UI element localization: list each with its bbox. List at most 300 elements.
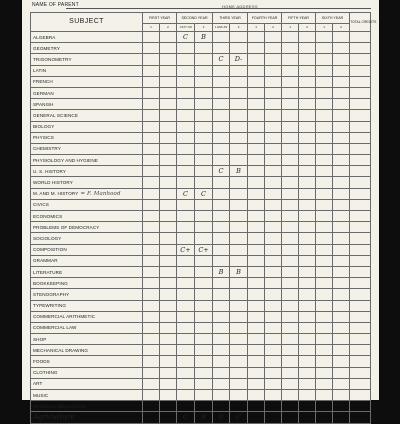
table-row <box>31 255 371 266</box>
grade-cell <box>160 87 177 98</box>
grade-cell <box>177 311 195 322</box>
grade-cell <box>143 334 160 345</box>
grade-cell <box>350 233 371 244</box>
grade-cell <box>248 233 265 244</box>
grade-cell <box>350 99 371 110</box>
grade-cell <box>282 300 299 311</box>
grade-cell <box>248 32 265 43</box>
grade-cell: C <box>195 188 213 199</box>
grade-cell <box>230 311 248 322</box>
grade-cell <box>299 65 316 76</box>
grade-cell <box>350 266 371 277</box>
subject-label: CIVICS <box>33 202 49 208</box>
grade-cell <box>350 110 371 121</box>
grade-cell <box>213 278 230 289</box>
grade-cell <box>282 110 299 121</box>
grade-cell <box>282 255 299 266</box>
grade-cell <box>177 166 195 177</box>
grade-cell <box>195 121 213 132</box>
subject-cell <box>31 222 143 233</box>
grade-cell <box>316 87 333 98</box>
grade-cell <box>160 378 177 389</box>
grade-cell <box>350 87 371 98</box>
grade-cell <box>316 177 333 188</box>
grade-cell <box>282 322 299 333</box>
grade-cell <box>350 378 371 389</box>
grade-cell <box>299 222 316 233</box>
grade-cell <box>160 222 177 233</box>
grade-cell <box>316 345 333 356</box>
grade-cell: C <box>177 32 195 43</box>
semester-2-header: 2 <box>160 24 177 32</box>
subject-cell <box>31 367 143 378</box>
grade-cell <box>143 211 160 222</box>
grade-cell <box>195 177 213 188</box>
subject-cell <box>31 87 143 98</box>
grade-cell <box>333 300 350 311</box>
subject-label: TRIGONOMETRY <box>33 56 72 62</box>
grade-cell <box>213 222 230 233</box>
grade-cell <box>177 155 195 166</box>
subject-label: CHEMISTRY <box>33 146 61 152</box>
grade-cell <box>195 401 213 412</box>
grade-cell <box>299 390 316 401</box>
subject-label: PHYSICAL EDUCATION <box>33 403 86 409</box>
grade-cell <box>143 121 160 132</box>
grade-cell <box>143 65 160 76</box>
grade-cell <box>213 76 230 87</box>
semester-1-header: 1 <box>143 24 160 32</box>
grade-cell: B <box>230 266 248 277</box>
grade-cell <box>213 289 230 300</box>
fifth-year-header: FIFTH YEAR <box>282 13 316 24</box>
grade-cell <box>299 43 316 54</box>
grade-cell: B <box>230 166 248 177</box>
grade-cell <box>299 177 316 188</box>
subject-cell <box>31 334 143 345</box>
grade-cell <box>213 99 230 110</box>
grade-cell <box>248 87 265 98</box>
subject-cell <box>31 345 143 356</box>
grade-cell <box>350 255 371 266</box>
grade-cell <box>350 76 371 87</box>
grade-cell <box>350 322 371 333</box>
subject-cell <box>31 412 143 423</box>
grade-cell <box>143 300 160 311</box>
grade-cell <box>230 132 248 143</box>
grade-cell <box>316 65 333 76</box>
grade-cell <box>248 390 265 401</box>
grade-cell <box>265 322 282 333</box>
grade-cell <box>299 110 316 121</box>
grade-cell <box>299 322 316 333</box>
grade-cell <box>316 334 333 345</box>
grade-cell <box>195 233 213 244</box>
grade-cell <box>143 199 160 210</box>
grade-cell <box>333 121 350 132</box>
grade-cell <box>299 155 316 166</box>
subject-cell <box>31 143 143 154</box>
grade-cell <box>265 367 282 378</box>
grade-cell <box>248 54 265 65</box>
grade-cell <box>230 99 248 110</box>
grade-cell <box>350 211 371 222</box>
grade-cell <box>299 87 316 98</box>
grade-cell <box>248 76 265 87</box>
grade-cell <box>299 311 316 322</box>
grade-cell <box>248 166 265 177</box>
grade-cell <box>195 54 213 65</box>
grade-cell <box>316 255 333 266</box>
grade-cell <box>265 222 282 233</box>
table-row <box>31 390 371 401</box>
grade-cell <box>333 155 350 166</box>
grade-cell <box>248 378 265 389</box>
grade-cell <box>299 99 316 110</box>
grade-cell <box>265 54 282 65</box>
grade-cell <box>350 367 371 378</box>
grade-cell <box>213 87 230 98</box>
semester-2-header: 2 <box>333 24 350 32</box>
grade-cell <box>282 378 299 389</box>
sixth-year-header: SIXTH YEAR <box>316 13 350 24</box>
grade-cell <box>350 54 371 65</box>
subject-cell <box>31 155 143 166</box>
grade-cell <box>316 76 333 87</box>
grade-cell <box>265 244 282 255</box>
grade-cell <box>230 255 248 266</box>
grade-cell <box>265 211 282 222</box>
grade-cell <box>160 132 177 143</box>
grade-cell <box>316 266 333 277</box>
grade-cell <box>213 121 230 132</box>
grade-cell <box>177 289 195 300</box>
grade-cell <box>316 121 333 132</box>
grade-cell <box>213 65 230 76</box>
grade-cell <box>160 188 177 199</box>
grade-cell <box>160 367 177 378</box>
subject-label: FRENCH <box>33 79 53 85</box>
grade-cell <box>143 278 160 289</box>
grade-cell <box>160 65 177 76</box>
subject-label: M. AND M. HISTORY <box>33 190 79 196</box>
table-row <box>31 345 371 356</box>
grade-cell <box>333 401 350 412</box>
grade-cell <box>160 54 177 65</box>
grade-cell <box>160 255 177 266</box>
grade-cell <box>230 322 248 333</box>
grade-cell <box>316 155 333 166</box>
grade-cell <box>213 255 230 266</box>
grade-cell <box>177 143 195 154</box>
grade-cell: C <box>213 54 230 65</box>
grade-cell <box>299 300 316 311</box>
grade-cell <box>160 233 177 244</box>
grade-cell <box>333 65 350 76</box>
grade-cell <box>282 155 299 166</box>
grade-cell <box>265 278 282 289</box>
grade-cell <box>333 278 350 289</box>
grade-cell <box>195 367 213 378</box>
grade-cell <box>350 401 371 412</box>
grade-cell <box>195 199 213 210</box>
first-year-header: FIRST YEAR <box>143 13 177 24</box>
subject-label: SOCIOLOGY <box>33 235 62 241</box>
grade-cell <box>143 188 160 199</box>
subject-label: GRAMMAR <box>33 258 58 264</box>
grade-cell <box>195 43 213 54</box>
grade-cell: B <box>195 412 213 423</box>
grade-cell <box>143 345 160 356</box>
grade-cell <box>248 65 265 76</box>
grade-cell <box>265 155 282 166</box>
grade-cell <box>143 87 160 98</box>
table-row <box>31 378 371 389</box>
grade-cell <box>333 166 350 177</box>
grade-cell <box>195 132 213 143</box>
grade-cell <box>350 32 371 43</box>
grade-cell <box>177 390 195 401</box>
grade-cell <box>282 143 299 154</box>
grade-cell <box>230 401 248 412</box>
grade-cell <box>282 121 299 132</box>
grade-cell <box>160 43 177 54</box>
grade-cell <box>350 177 371 188</box>
grade-cell <box>282 356 299 367</box>
table-row <box>31 244 371 255</box>
grade-cell <box>316 322 333 333</box>
grade-cell <box>350 244 371 255</box>
grade-cell <box>213 244 230 255</box>
subject-cell <box>31 76 143 87</box>
grade-cell <box>143 110 160 121</box>
grade-cell <box>160 244 177 255</box>
subject-cell <box>31 110 143 121</box>
grade-cell <box>213 110 230 121</box>
grade-cell <box>350 278 371 289</box>
grade-cell <box>177 356 195 367</box>
table-row <box>31 233 371 244</box>
grade-cell <box>195 65 213 76</box>
subject-cell <box>31 32 143 43</box>
semester-2-header: 2 <box>195 24 213 32</box>
grade-cell <box>160 300 177 311</box>
second-year-header: SECOND YEAR <box>177 13 213 24</box>
grade-cell: C <box>230 412 248 423</box>
grade-cell <box>195 155 213 166</box>
grade-cell <box>350 43 371 54</box>
grade-cell <box>160 177 177 188</box>
grade-cell <box>299 345 316 356</box>
subject-cell <box>31 401 143 412</box>
grade-cell <box>143 255 160 266</box>
grade-cell <box>265 199 282 210</box>
grade-cell <box>248 188 265 199</box>
grade-cell <box>143 76 160 87</box>
grade-cell <box>299 211 316 222</box>
grade-cell <box>177 222 195 233</box>
subject-cell <box>31 378 143 389</box>
grade-cell <box>316 244 333 255</box>
grade-cell <box>282 199 299 210</box>
grade-cell <box>213 143 230 154</box>
subject-label: U. S. HISTORY <box>33 168 67 174</box>
grade-cell <box>160 311 177 322</box>
subject-label: GEOMETRY <box>33 45 61 51</box>
grade-cell <box>299 199 316 210</box>
grade-cell <box>282 266 299 277</box>
table-row <box>31 132 371 143</box>
grade-cell <box>177 401 195 412</box>
grade-cell <box>213 177 230 188</box>
grade-cell <box>333 110 350 121</box>
subject-cell <box>31 390 143 401</box>
grade-cell <box>248 110 265 121</box>
grade-cell <box>350 289 371 300</box>
grade-cell: C+ <box>195 244 213 255</box>
grade-cell <box>299 233 316 244</box>
grade-cell <box>143 378 160 389</box>
grade-cell <box>248 211 265 222</box>
subject-label: ALGEBRA <box>33 34 56 40</box>
subject-cell <box>31 244 143 255</box>
grade-cell <box>143 166 160 177</box>
grade-cell <box>177 211 195 222</box>
grade-cell <box>299 401 316 412</box>
grade-cell <box>333 76 350 87</box>
grade-cell <box>282 233 299 244</box>
grade-cell <box>248 177 265 188</box>
grade-cell <box>248 345 265 356</box>
grade-cell <box>143 43 160 54</box>
subject-label: GENERAL SCIENCE <box>33 112 78 118</box>
grade-cell <box>213 356 230 367</box>
subject-cell <box>31 322 143 333</box>
grade-cell <box>282 390 299 401</box>
grade-cell <box>282 166 299 177</box>
grade-cell: C <box>177 412 195 423</box>
grade-cell <box>195 87 213 98</box>
subject-cell <box>31 121 143 132</box>
grade-cell: B <box>213 412 230 423</box>
grade-cell <box>265 177 282 188</box>
grade-cell <box>299 166 316 177</box>
grade-cell <box>333 345 350 356</box>
grade-cell <box>230 199 248 210</box>
grade-cell <box>316 43 333 54</box>
grade-cell <box>177 199 195 210</box>
grade-cell <box>213 188 230 199</box>
grade-cell <box>265 345 282 356</box>
grade-cell <box>350 356 371 367</box>
grade-cell <box>160 289 177 300</box>
grade-cell <box>350 166 371 177</box>
table-row <box>31 43 371 54</box>
grade-cell <box>177 233 195 244</box>
grade-cell <box>333 244 350 255</box>
grade-cell <box>160 345 177 356</box>
grade-cell <box>177 300 195 311</box>
grade-cell <box>316 233 333 244</box>
grade-cell <box>333 32 350 43</box>
grade-cell <box>230 345 248 356</box>
grade-cell <box>350 300 371 311</box>
subject-cell <box>31 177 143 188</box>
subject-cell <box>31 65 143 76</box>
grade-cell <box>316 211 333 222</box>
subject-label: TYPEWRITING <box>33 303 67 309</box>
grade-cell <box>316 300 333 311</box>
grade-cell <box>350 121 371 132</box>
grade-cell <box>316 32 333 43</box>
semester-1-header: 1 <box>316 24 333 32</box>
grade-cell <box>160 356 177 367</box>
grade-cell <box>299 266 316 277</box>
third-year-written-1: 1938-39 <box>213 24 230 32</box>
grade-cell <box>316 378 333 389</box>
grade-cell <box>230 378 248 389</box>
grade-cell <box>248 356 265 367</box>
semester-2-header: 2 <box>265 24 282 32</box>
grade-cell <box>248 255 265 266</box>
grade-cell <box>299 378 316 389</box>
semester-2-header: 2 <box>299 24 316 32</box>
grade-cell <box>160 401 177 412</box>
second-year-written-1: 1937-38 <box>177 24 195 32</box>
subject-label: COMMERCIAL ARITHMETIC <box>33 314 96 320</box>
grade-cell <box>230 32 248 43</box>
grade-cell <box>333 367 350 378</box>
grade-cell <box>333 177 350 188</box>
grade-cell <box>248 300 265 311</box>
grade-cell <box>316 54 333 65</box>
grade-cell <box>248 401 265 412</box>
grade-cell <box>248 199 265 210</box>
semester-2-header: 2 <box>230 24 248 32</box>
grade-cell <box>282 99 299 110</box>
grade-cell <box>213 322 230 333</box>
subject-column-header: SUBJECT <box>31 13 143 32</box>
grade-cell <box>213 390 230 401</box>
grade-cell: C <box>213 166 230 177</box>
grade-cell <box>213 300 230 311</box>
grade-cell <box>265 87 282 98</box>
grade-cell <box>350 390 371 401</box>
third-year-header: THIRD YEAR <box>213 13 248 24</box>
grade-cell <box>333 211 350 222</box>
subject-label: SPANISH <box>33 101 54 107</box>
subject-label: COMPOSITION <box>33 247 67 253</box>
grade-cell <box>143 177 160 188</box>
semester-1-header: 1 <box>248 24 265 32</box>
grade-cell <box>265 99 282 110</box>
grade-cell <box>177 367 195 378</box>
grade-cell <box>333 356 350 367</box>
grade-cell <box>195 356 213 367</box>
subject-cell <box>31 233 143 244</box>
subject-label: STENOGRAPHY <box>33 291 70 297</box>
table-row <box>31 266 371 277</box>
grade-cell <box>213 32 230 43</box>
grade-cell <box>282 311 299 322</box>
grade-cell <box>143 99 160 110</box>
subject-label: BIOLOGY <box>33 124 55 130</box>
grade-cell <box>213 378 230 389</box>
grade-cell: C <box>177 188 195 199</box>
grade-cell <box>333 390 350 401</box>
grade-cell <box>177 65 195 76</box>
grade-cell <box>316 390 333 401</box>
